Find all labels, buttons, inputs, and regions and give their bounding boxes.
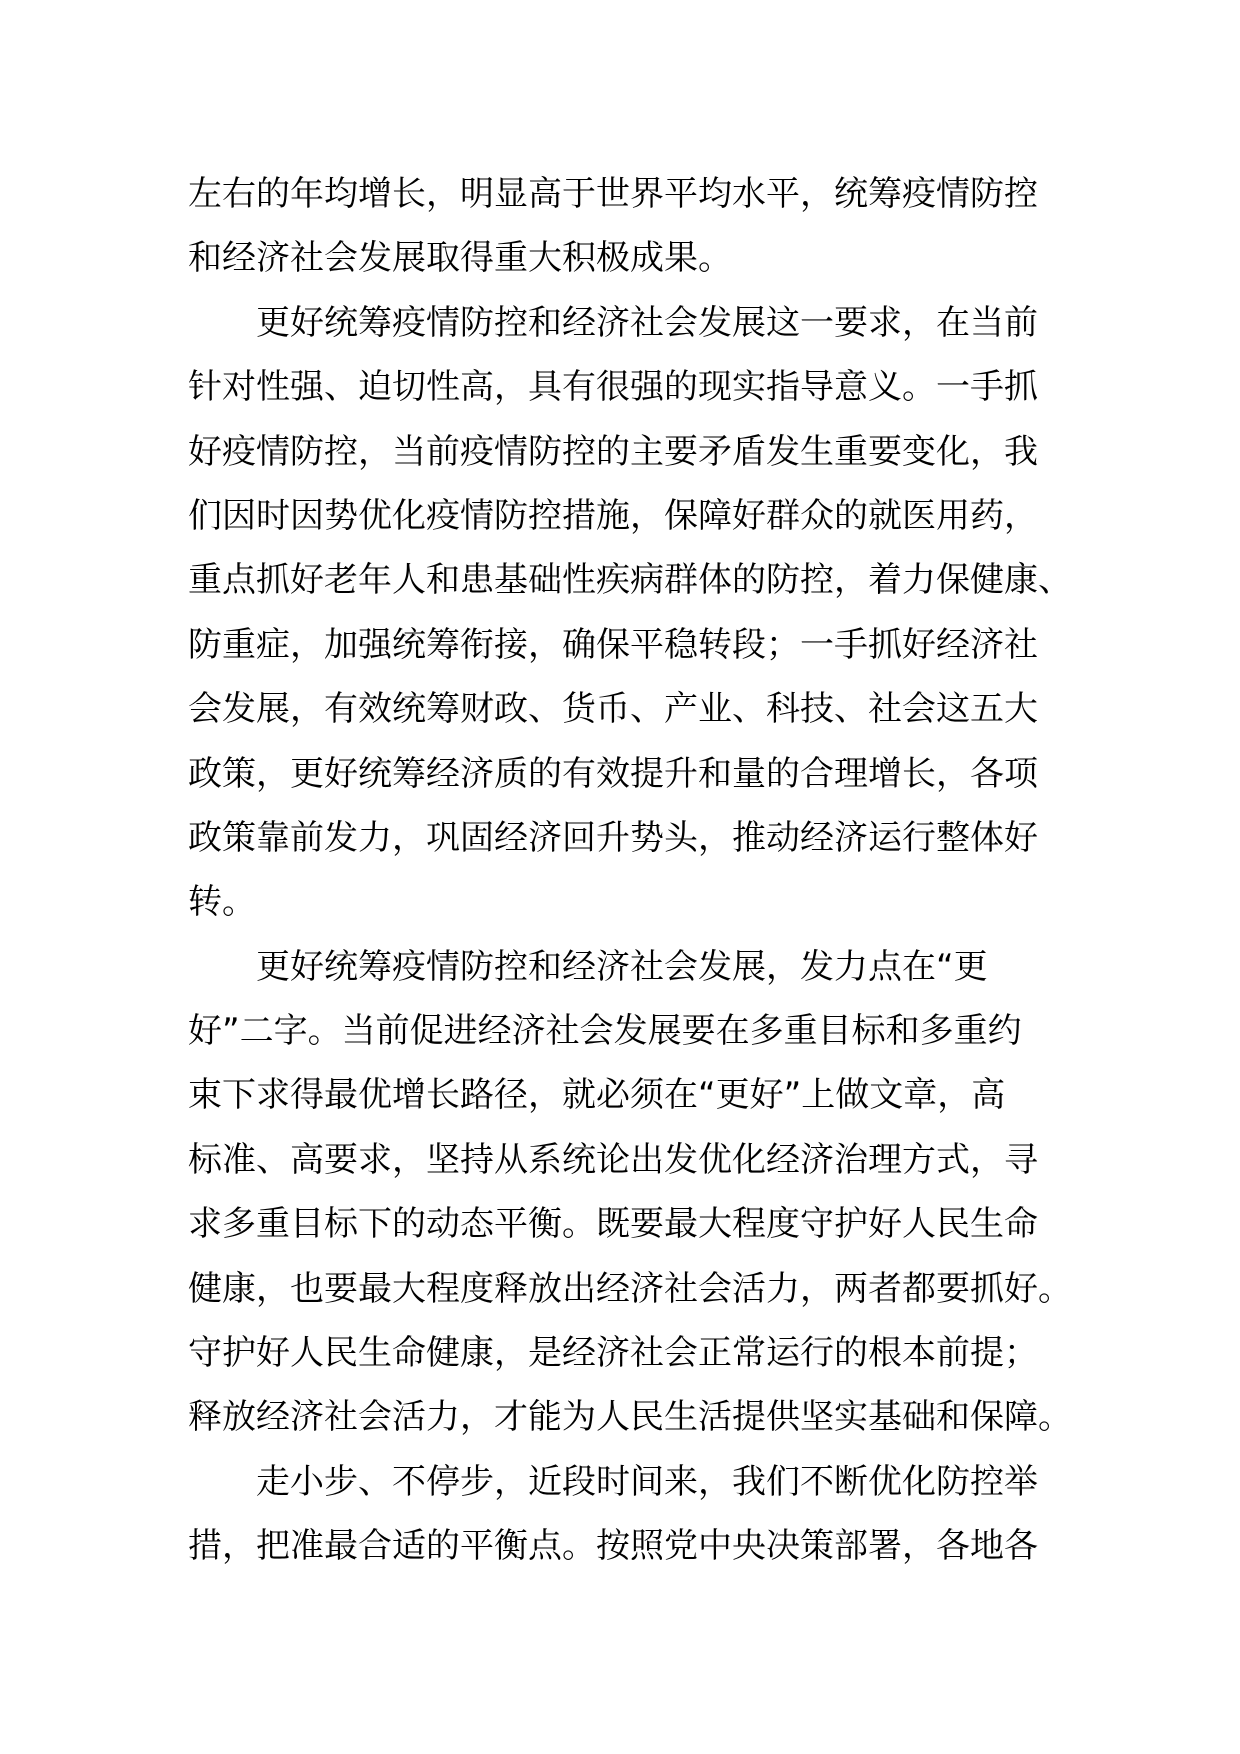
text-line: 左右的年均增长，明显高于世界平均水平，统筹疫情防控 xyxy=(188,174,1038,214)
paragraph-first-line: 更好统筹疫情防控和经济社会发展这一要求，在当前 xyxy=(256,302,1038,343)
text-line: 措，把准最合适的平衡点。按照党中央决策部署，各地各 xyxy=(188,1526,1038,1567)
text-line: 政策，更好统筹经济质的有效提升和量的合理增长，各项 xyxy=(188,753,1038,794)
text-line: 好疫情防控，当前疫情防控的主要矛盾发生重要变化，我 xyxy=(188,431,1038,472)
text-line: 好”二字。当前促进经济社会发展要在多重目标和多重约 xyxy=(188,1011,1022,1052)
text-line: 针对性强、迫切性高，具有很强的现实指导意义。一手抓 xyxy=(188,367,1038,408)
text-line: 会发展，有效统筹财政、货币、产业、科技、社会这五大 xyxy=(188,689,1038,730)
paragraph-first-line: 走小步、不停步，近段时间来，我们不断优化防控举 xyxy=(256,1461,1038,1502)
text-line: 健康，也要最大程度释放出经济社会活力，两者都要抓好。 xyxy=(188,1268,1072,1309)
text-line: 们因时因势优化疫情防控措施，保障好群众的就医用药， xyxy=(188,495,1038,536)
text-line: 标准、高要求，坚持从系统论出发优化经济治理方式，寻 xyxy=(188,1139,1038,1180)
text-line: 政策靠前发力，巩固经济回升势头，推动经济运行整体好 xyxy=(188,817,1038,858)
text-line: 和经济社会发展取得重大积极成果。 xyxy=(188,238,732,279)
text-line: 释放经济社会活力，才能为人民生活提供坚实基础和保障。 xyxy=(188,1397,1072,1438)
text-line: 转。 xyxy=(188,882,256,923)
text-line: 重点抓好老年人和患基础性疾病群体的防控，着力保健康、 xyxy=(188,560,1072,601)
text-line: 防重症，加强统筹衔接，确保平稳转段；一手抓好经济社 xyxy=(188,624,1038,665)
document-body xyxy=(188,162,1072,1579)
text-line: 守护好人民生命健康，是经济社会正常运行的根本前提； xyxy=(188,1333,1038,1374)
paragraph-first-line: 更好统筹疫情防控和经济社会发展，发力点在“更 xyxy=(256,946,988,987)
text-line: 束下求得最优增长路径，就必须在“更好”上做文章，高 xyxy=(188,1075,1006,1116)
text-line: 求多重目标下的动态平衡。既要最大程度守护好人民生命 xyxy=(188,1204,1038,1245)
